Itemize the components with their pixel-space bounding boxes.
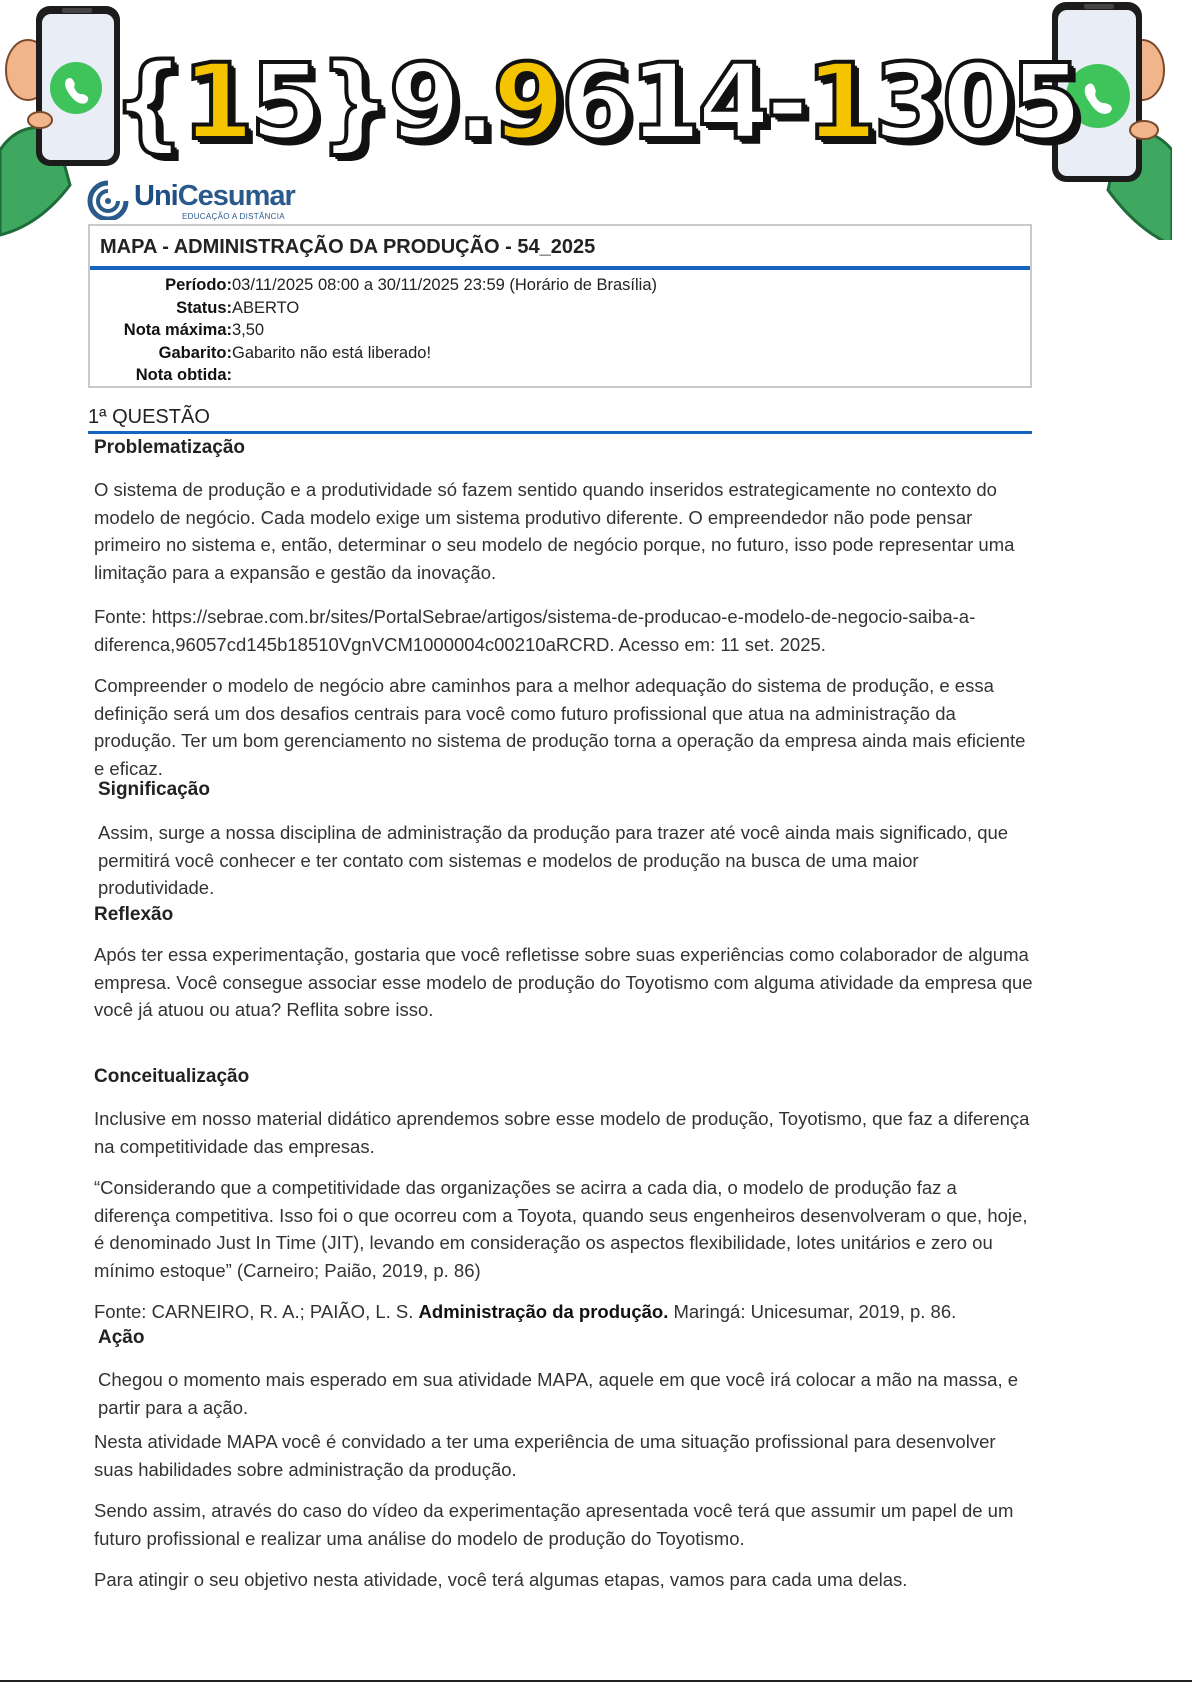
unicesumar-logo	[86, 180, 295, 221]
info-label: Status:	[176, 298, 232, 317]
activity-header-box	[88, 224, 1032, 388]
info-row-status	[90, 297, 1030, 320]
info-row-nota-obtida	[90, 364, 1030, 387]
source-suffix: Maringá: Unicesumar, 2019, p. 86.	[668, 1301, 957, 1322]
phone-digit: 5	[250, 41, 319, 163]
source-book-title: Administração da produção.	[418, 1301, 669, 1322]
question-heading: 1ª QUESTÃO	[88, 404, 1032, 434]
phone-number-banner	[111, 41, 1079, 163]
phone-digit: 305	[873, 41, 1079, 163]
source-prefix: Fonte: CARNEIRO, R. A.; PAIÃO, L. S.	[94, 1301, 419, 1322]
info-value: ABERTO	[232, 298, 300, 317]
section-title-conceitualizacao: Conceitualização	[94, 1066, 250, 1087]
info-value: 03/11/2025 08:00 a 30/11/2025 23:59 (Horário de Brasília)	[232, 276, 658, 294]
activity-info-list	[90, 274, 1030, 387]
info-row-nota-maxima	[90, 319, 1030, 342]
conceitualizacao-paragraph: Inclusive em nosso material didático aprendemos sobre esse modelo de produção, Toyotismo, que faz a diferença na competitividade das empresas.	[94, 1108, 1030, 1157]
info-row-periodo	[90, 274, 1030, 297]
info-label: Gabarito:	[158, 343, 232, 362]
section-title-significacao: Significação	[98, 779, 210, 800]
conceitualizacao-quote: “Considerando que a competitividade das organizações se acirra a cada dia, o modelo de produção faz a diferença competitiva. Isso foi o que ocorreu com a Toyota, quando seus engenheiros desenvolveram o que, hoje, é denominado Just In Time (JIT), levando em consideração os aspectos flexibilidade, lotes unitários e zero ou mínimo estoque” (Carneiro; Paião, 2019, p. 86)	[94, 1177, 1028, 1281]
acao-paragraph: Para atingir o seu objetivo nesta atividade, você terá algumas etapas, vamos para cada uma delas.	[94, 1569, 908, 1590]
conceitualizacao-source	[94, 1298, 1038, 1326]
unicesumar-logo-icon	[86, 180, 130, 220]
phone-digit: 9.	[388, 41, 493, 163]
info-value: 3,50	[232, 321, 265, 339]
phone-digit: 1	[804, 41, 874, 163]
problematizacao-source: Fonte: https://sebrae.com.br/sites/PortalSebrae/artigos/sistema-de-producao-e-modelo-de-negocio-saiba-a-diferenca,96057cd145b18510VgnVCM1000004c00210aRCRD. Acesso em: 11 set. 2025.	[94, 606, 976, 655]
significacao-paragraph: Assim, surge a nossa disciplina de administração da produção para trazer até você ainda mais significado, que permitirá você conhecer e ter contato com sistemas e modelos de produção na busca de uma maior produtividade.	[98, 822, 1009, 898]
reflexao-paragraph: Após ter essa experimentação, gostaria que você refletisse sobre suas experiências como colaborador de alguma empresa. Você consegue associar esse modelo de produção do Toyotismo com alguma atividade da empresa que você já atuou ou atua? Reflita sobre isso.	[94, 944, 1033, 1020]
activity-title: MAPA - ADMINISTRAÇÃO DA PRODUÇÃO - 54_2025	[90, 226, 1030, 270]
acao-paragraph: Sendo assim, através do caso do vídeo da experimentação apresentada você terá que assumir um papel de um futuro profissional e realizar uma análise do modelo de produção do Toyotismo.	[94, 1500, 1014, 1549]
phone-brace-close: }	[318, 41, 389, 163]
phone-brace-open: {	[111, 41, 182, 163]
info-label: Nota máxima:	[123, 321, 232, 339]
info-label: Nota obtida:	[135, 366, 232, 384]
logo-brand-uni: Uni	[134, 180, 178, 212]
phone-digit: 9	[492, 41, 561, 163]
problematizacao-paragraph: Compreender o modelo de negócio abre caminhos para a melhor adequação do sistema de produção, e essa definição será um dos desafios centrais para você como futuro profissional que atua na administração da produção. Ter um bom gerenciamento no sistema de produção torna a operação da empresa ainda mais eficiente e eficaz.	[94, 675, 1026, 779]
section-title-reflexao: Reflexão	[94, 904, 174, 925]
section-title-problematizacao: Problematização	[94, 437, 245, 458]
page-bottom-rule	[0, 1680, 1192, 1682]
info-value: Gabarito não está liberado!	[232, 343, 432, 362]
info-row-gabarito	[90, 342, 1030, 365]
problematizacao-paragraph: O sistema de produção e a produtividade só fazem sentido quando inseridos estrategicamente no contexto do modelo de negócio. Cada modelo exige um sistema produtivo diferente. O empreendedor não pode pensar primeiro no sistema e, então, determinar o seu modelo de negócio porque, no futuro, isso pode representar uma limitação para a expansão e gestão da inovação.	[94, 479, 1015, 583]
info-label: Período:	[165, 276, 232, 294]
logo-tagline: EDUCAÇÃO A DISTÂNCIA	[182, 212, 285, 221]
logo-brand-name: Cesumar	[177, 180, 295, 212]
acao-paragraph: Chegou o momento mais esperado em sua atividade MAPA, aquele em que você irá colocar a mão na massa, e partir para a ação.	[98, 1369, 1019, 1418]
acao-paragraph: Nesta atividade MAPA você é convidado a ter uma experiência de uma situação profissional para desenvolver suas habilidades sobre administração da produção.	[94, 1431, 996, 1480]
phone-digit: 614-	[560, 41, 805, 163]
section-title-acao: Ação	[98, 1327, 145, 1348]
phone-digit: 1	[181, 41, 251, 163]
